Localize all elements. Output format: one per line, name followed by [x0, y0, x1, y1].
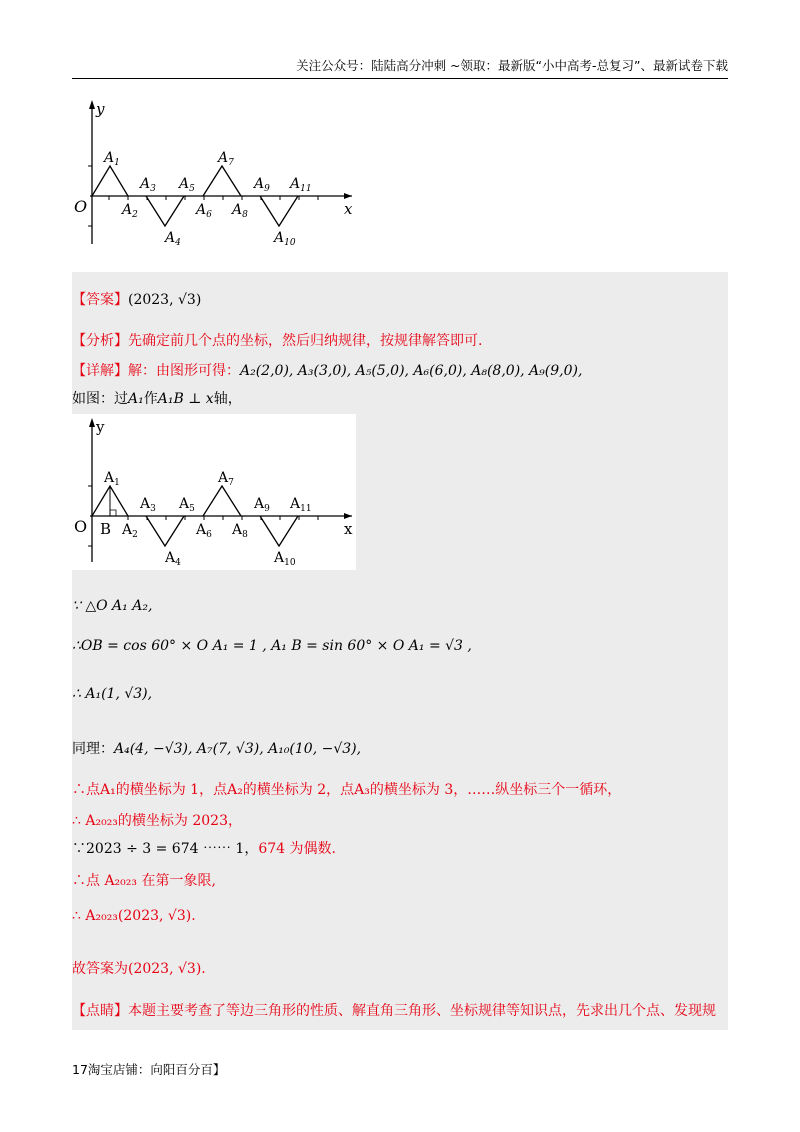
step-3: ∴ A₁(1, √3),: [72, 686, 153, 702]
detail-line2-pre: 如图：过: [72, 391, 128, 407]
point-label-a7: $A_7$: [218, 150, 234, 168]
step-6: ∴ A₂₀₂₃的横坐标为 2023，: [72, 813, 242, 829]
point-label-b-a3: $A_3$: [140, 496, 156, 514]
step-4-pre: 同理：: [72, 741, 114, 757]
step-4: [72, 738, 361, 758]
point-label-a8: $A_8$: [232, 202, 248, 220]
point-label-a5: $A_5$: [179, 176, 195, 194]
comment-tag: 【点睛】: [72, 1003, 128, 1019]
figure-graph-b: [72, 414, 356, 570]
analysis-text: 先确定前几个点的坐标，然后归纳规律，按规律解答即可.: [128, 333, 483, 349]
detail-intro: 解：由图形可得：: [128, 363, 240, 379]
detail-tag: 【详解】: [72, 363, 128, 379]
answer-text: (2023, √3): [128, 292, 202, 308]
point-label-a6: $A_6$: [196, 202, 212, 220]
axis-x-label-b: x: [344, 520, 353, 538]
comment-text: 本题主要考查了等边三角形的性质、解直角三角形、坐标规律等知识点，先求出几个点、发现规: [128, 1003, 716, 1019]
figure-graph-b-svg: [72, 414, 356, 570]
analysis-tag: 【分析】: [72, 333, 128, 349]
page-header: 关注公众号：陆陆高分冲刺 ~领取：最新版“小中高考-总复习”、最新试卷下载: [72, 56, 728, 79]
point-label-a4: $A_4$: [165, 230, 181, 248]
solution-block: [72, 272, 728, 1030]
step-7: [72, 838, 336, 858]
step-5: ∴点A₁的横坐标为 1，点A₂的横坐标为 2，点A₃的横坐标为 3，……纵坐标三个一循环，: [72, 782, 622, 798]
point-label-b-a2: $A_2$: [122, 522, 138, 540]
answer-line: [72, 289, 201, 309]
analysis-line: [72, 330, 482, 350]
axis-y-label-b: y: [96, 418, 105, 436]
point-label-b-a6: $A_6$: [196, 522, 212, 540]
origin-label-b: O: [74, 517, 88, 536]
detail-line: [72, 360, 582, 380]
axis-y-label: y: [96, 100, 105, 118]
point-label-a9: $A_9$: [254, 176, 270, 194]
origin-label: O: [74, 197, 88, 216]
point-label-b-a10: $A_{10}$: [274, 550, 296, 568]
detail-line2-mid: 作: [143, 391, 158, 407]
point-label-b-a11: $A_{11}$: [290, 496, 312, 514]
detail-line2: [72, 388, 242, 408]
point-label-a1: $A_1$: [104, 150, 120, 168]
step-9: ∴ A₂₀₂₃(2023, √3).: [72, 908, 196, 924]
point-label-b-a1: $A_1$: [104, 470, 120, 488]
step-2: ∴OB = cos 60° × O A₁ = 1 , A₁ B = sin 60° × O A₁ = √3 ,: [72, 638, 472, 654]
foot-label-b: B: [100, 520, 112, 538]
step-4-text: A₄(4, −√3), A₇(7, √3), A₁₀(10, −√3),: [114, 741, 362, 757]
detail-line2-a1: A₁: [128, 391, 144, 407]
point-label-a10: $A_{10}$: [274, 230, 296, 248]
step-10: 故答案为(2023, √3).: [72, 961, 206, 977]
point-label-b-a5: $A_5$: [179, 496, 195, 514]
figure-graph: [72, 96, 362, 256]
step-7-b: 674 为偶数.: [258, 841, 336, 857]
page-footer: 17淘宝店铺：向阳百分百】: [72, 1062, 226, 1077]
point-label-b-a7: $A_7$: [218, 470, 234, 488]
point-label-a3: $A_3$: [140, 176, 156, 194]
comment-line: [72, 1000, 716, 1020]
detail-line2-seg: A₁B ⊥ x: [157, 391, 214, 407]
axis-x-label: x: [344, 200, 353, 218]
point-label-b-a9: $A_9$: [254, 496, 270, 514]
point-label-b-a4: $A_4$: [165, 550, 181, 568]
answer-tag: 【答案】: [72, 292, 128, 308]
detail-line2-end: 轴，: [213, 391, 242, 407]
point-label-a11: $A_{11}$: [290, 176, 312, 194]
point-label-a2: $A_2$: [122, 202, 138, 220]
figure-graph-svg: [72, 96, 362, 256]
point-label-b-a8: $A_8$: [232, 522, 248, 540]
step-7-a: ∵2023 ÷ 3 = 674 ⋯⋯ 1，: [72, 841, 259, 857]
detail-coords: A₂(2,0), A₃(3,0), A₅(5,0), A₆(6,0), A₈(8,0), A₉(9,0),: [240, 363, 583, 379]
step-8: ∴点 A₂₀₂₃ 在第一象限,: [72, 873, 216, 889]
step-1: ∵ △O A₁ A₂,: [72, 598, 153, 614]
